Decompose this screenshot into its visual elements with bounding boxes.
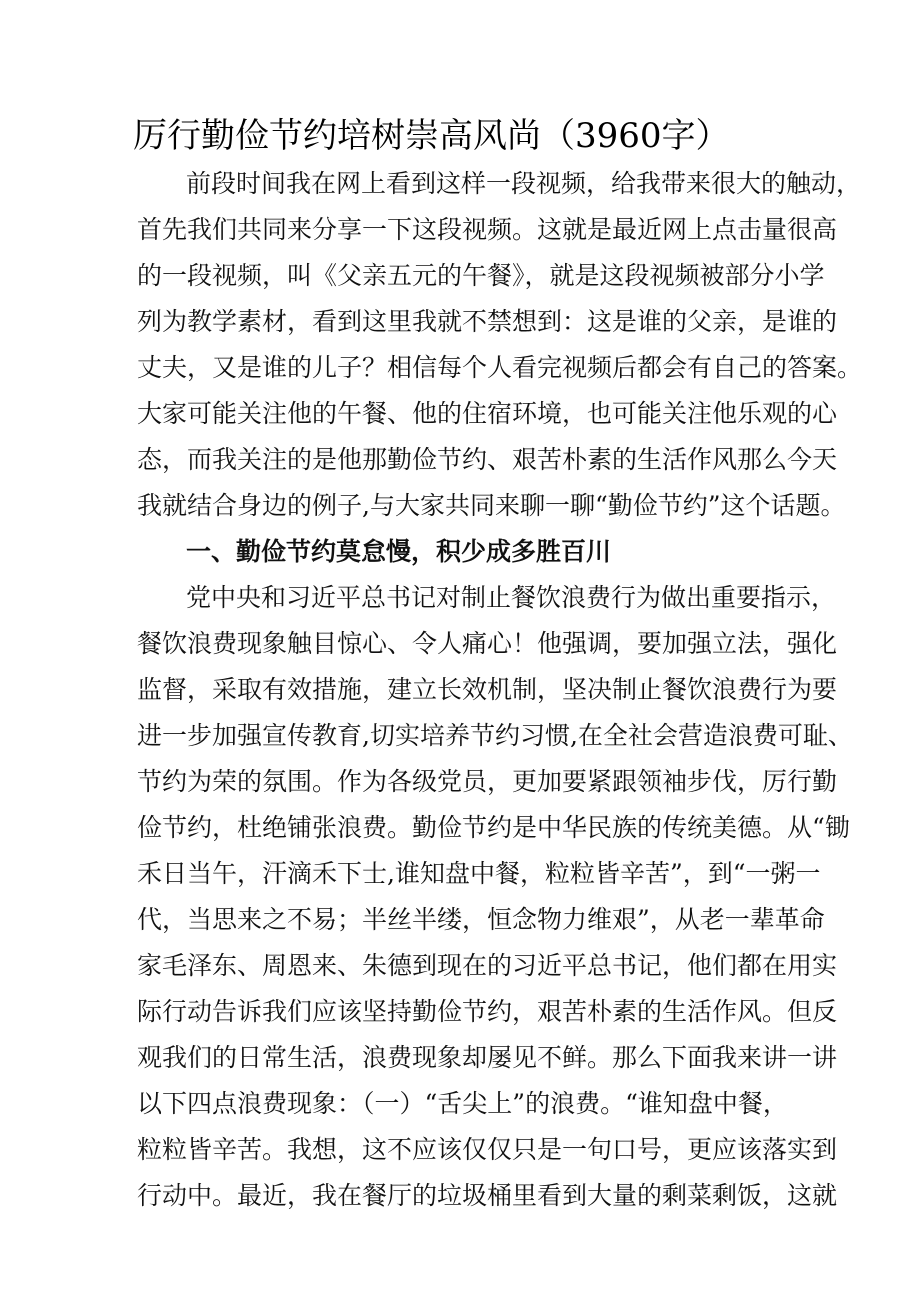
paragraph2-line: 节约为荣的氛围。作为各级党员，更加要紧跟领袖步伐，厉行勤	[137, 767, 838, 796]
paragraph1-line: 丈夫，又是谁的儿子？相信每个人看完视频后都会有自己的答案。	[137, 353, 863, 382]
paragraph2-line: 粒粒皆辛苦。我想，这不应该仅仅只是一句口号，更应该落实到	[137, 1135, 838, 1164]
paragraph2-line: 观我们的日常生活，浪费现象却屡见不鲜。那么下面我来讲一讲	[137, 1043, 838, 1072]
paragraph1-line: 首先我们共同来分享一下这段视频。这就是最近网上点击量很高	[137, 215, 838, 244]
paragraph2-line: 禾日当午，汗滴禾下士,谁知盘中餐，粒粒皆辛苦”，到“一粥一	[137, 859, 821, 888]
paragraph2-line: 家毛泽东、周恩来、朱德到现在的习近平总书记，他们都在用实	[137, 951, 838, 980]
paragraph2-line: 俭节约，杜绝铺张浪费。勤俭节约是中华民族的传统美德。从“锄	[137, 813, 850, 842]
paragraph1-line: 的一段视频，叫《父亲五元的午餐》，就是这段视频被部分小学	[137, 261, 825, 290]
paragraph1-line: 大家可能关注他的午餐、他的住宿环境，也可能关注他乐观的心	[137, 399, 838, 428]
section-heading: 一、勤俭节约莫怠慢，积少成多胜百川	[186, 537, 612, 566]
paragraph2-line: 代，当思来之不易；半丝半缕，恒念物力维艰”，从老一辈革命	[137, 905, 825, 934]
paragraph2-line: 餐饮浪费现象触目惊心、令人痛心！他强调，要加强立法，强化	[137, 629, 838, 658]
paragraph1-line: 列为教学素材，看到这里我就不禁想到：这是谁的父亲，是谁的	[137, 307, 838, 336]
paragraph2-line: 际行动告诉我们应该坚持勤俭节约，艰苦朴素的生活作风。但反	[137, 997, 838, 1026]
paragraph1-line: 我就结合身边的例子,与大家共同来聊一聊“勤俭节约”这个话题。	[137, 491, 846, 520]
paragraph1-line: 前段时间我在网上看到这样一段视频，给我带来很大的触动，	[186, 169, 862, 198]
document-title: 厉行勤俭节约培树崇高风尚（3960字）	[133, 116, 730, 156]
paragraph2-line: 党中央和习近平总书记对制止餐饮浪费行为做出重要指示，	[186, 583, 837, 612]
paragraph2-line: 行动中。最近，我在餐厅的垃圾桶里看到大量的剩菜剩饭，这就	[137, 1181, 838, 1210]
paragraph1-line: 态，而我关注的是他那勤俭节约、艰苦朴素的生活作风那么今天	[137, 445, 838, 474]
paragraph2-line: 以下四点浪费现象：（一）“舌尖上”的浪费。“谁知盘中餐，	[137, 1089, 788, 1118]
paragraph2-line: 监督，采取有效措施，建立长效机制，坚决制止餐饮浪费行为要	[137, 675, 838, 704]
paragraph2-line: 进一步加强宣传教育,切实培养节约习惯,在全社会营造浪费可耻、	[137, 721, 853, 750]
